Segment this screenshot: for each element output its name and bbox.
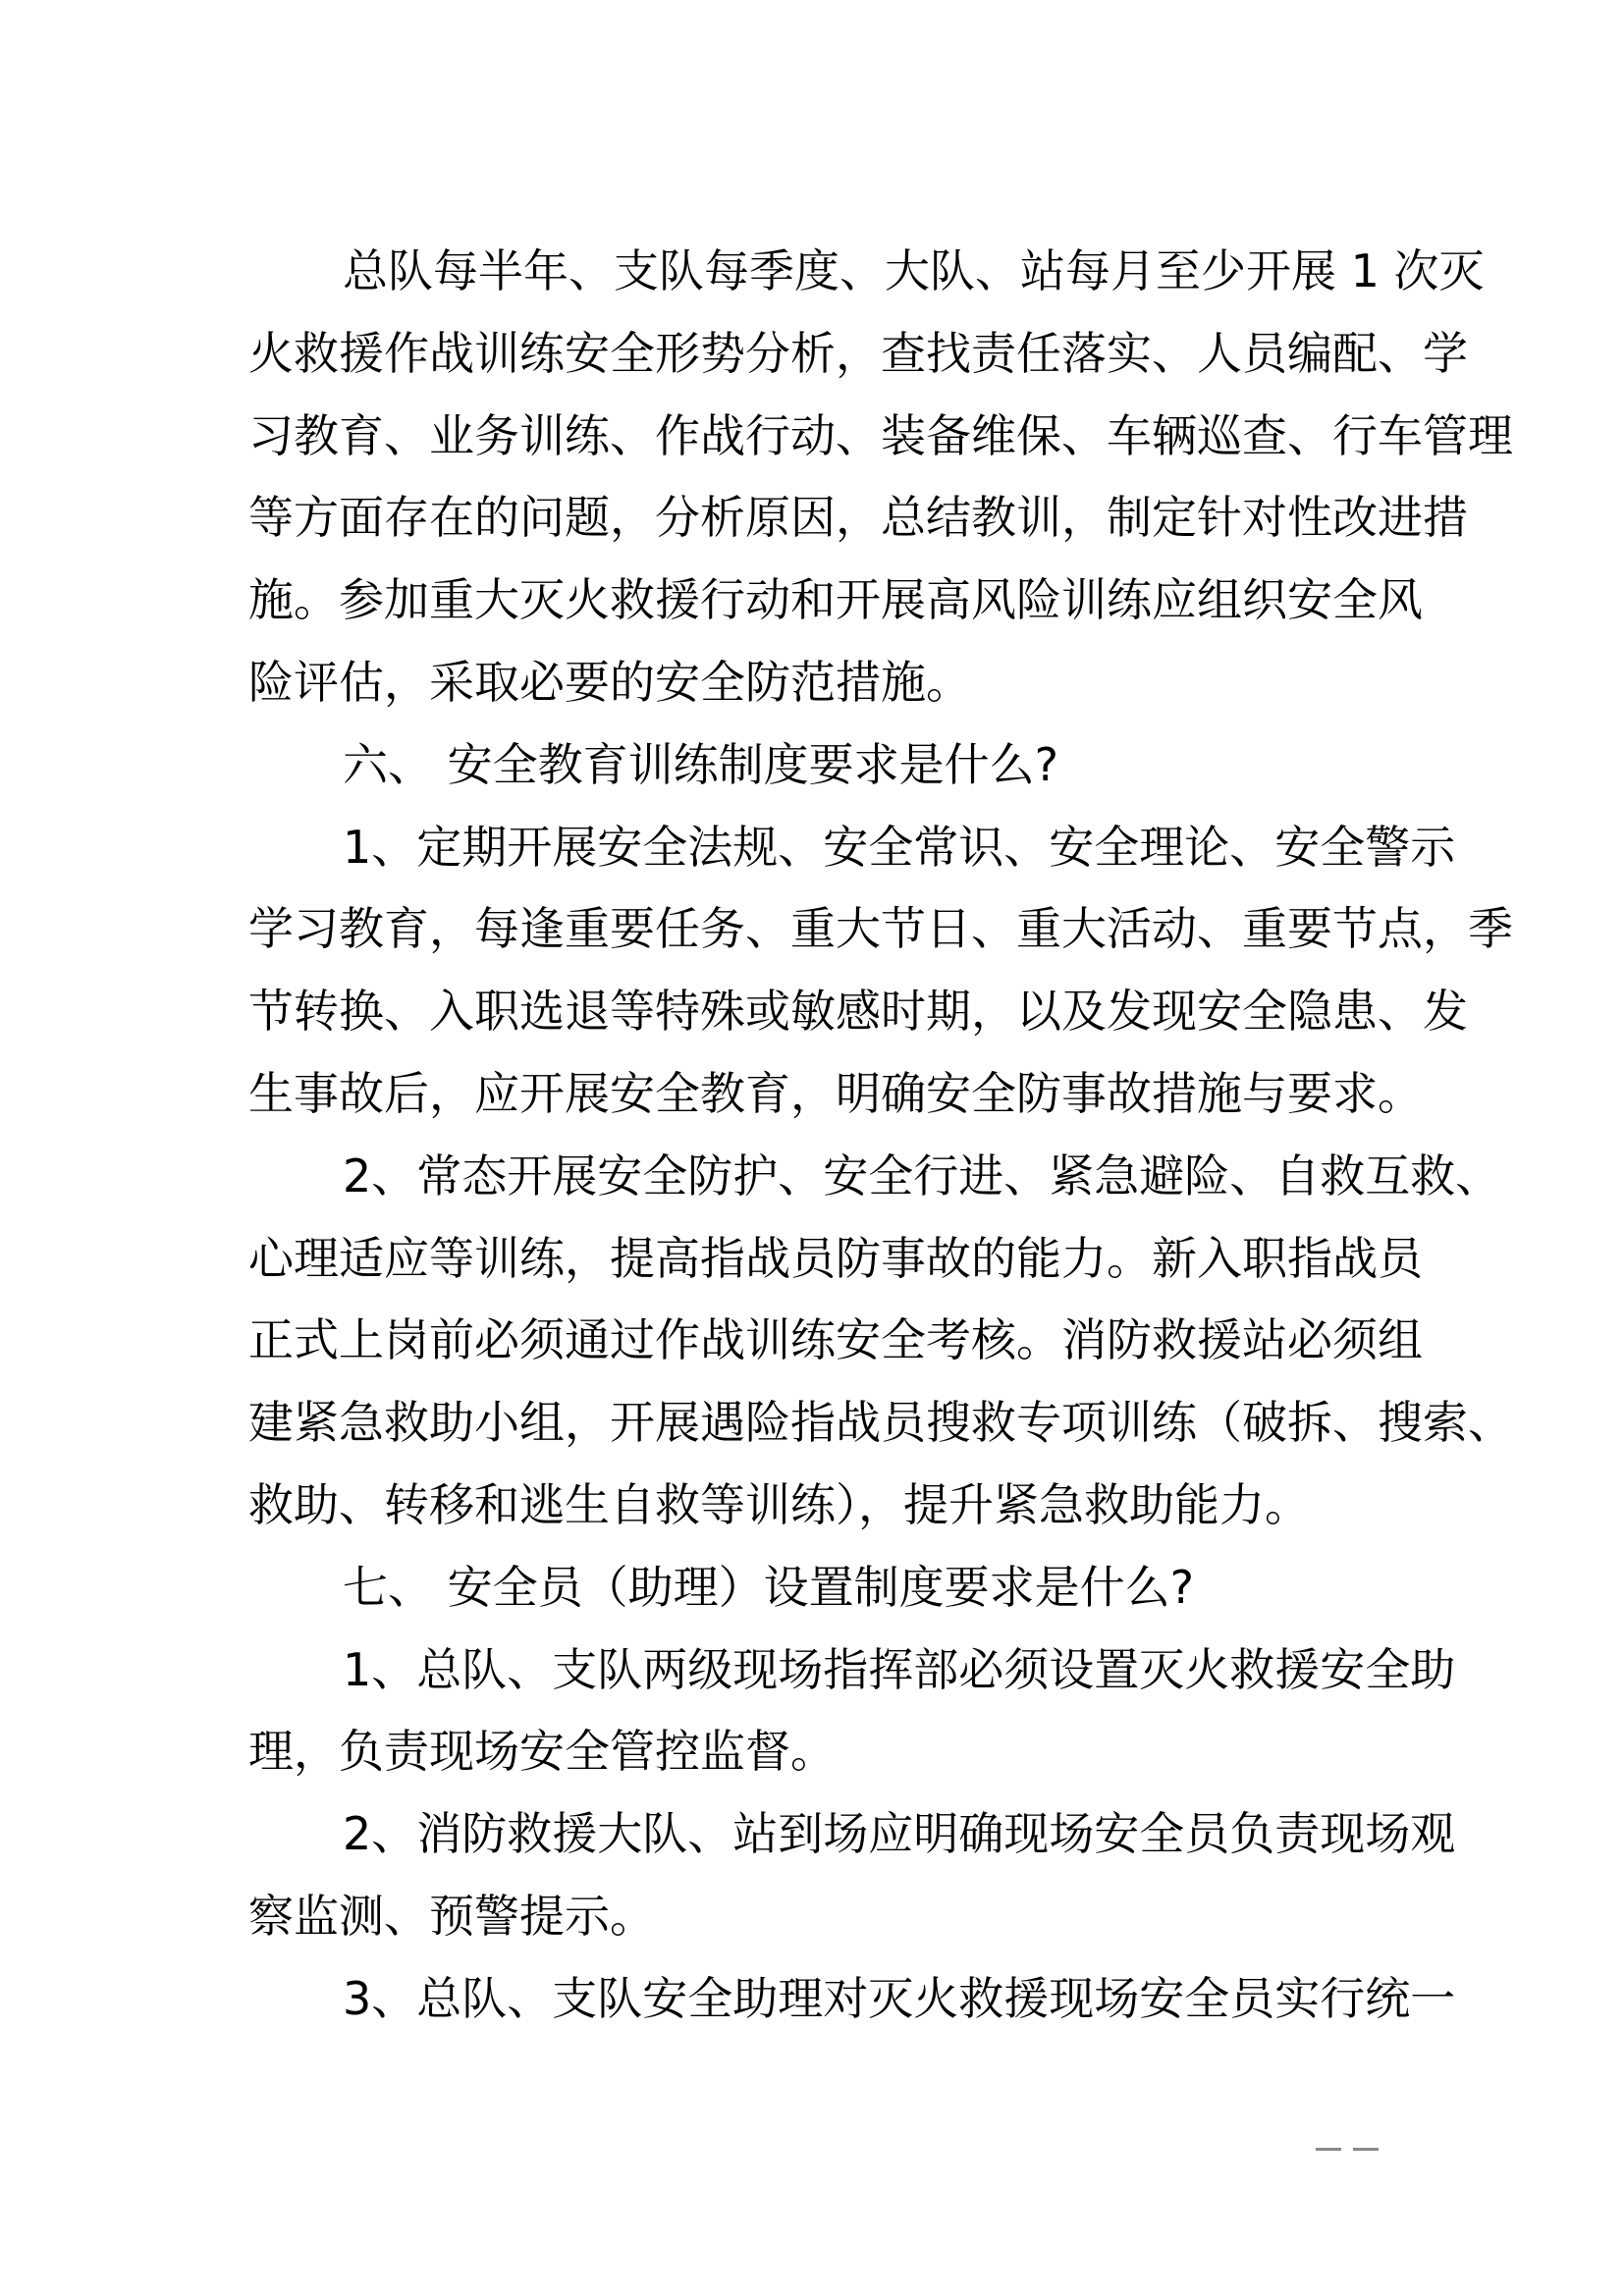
text-line: 心理适应等训练，提高指战员防事故的能力。新入职指战员 bbox=[248, 1231, 1423, 1285]
text-line: 1、总队、支队两级现场指挥部必须设置灭火救援安全助 bbox=[343, 1642, 1456, 1696]
text-line: 救助、转移和逃生自救等训练），提升紧急救助能力。 bbox=[248, 1478, 1310, 1531]
text-line: 2、常态开展安全防护、安全行进、紧急避险、自救互救、 bbox=[343, 1148, 1501, 1202]
text-line: 生事故后，应开展安全教育，明确安全防事故措施与要求。 bbox=[248, 1067, 1423, 1120]
text-line: 火救援作战训练安全形势分析，查找责任落实、人员编配、学 bbox=[248, 326, 1468, 380]
text-line: 七、 安全员（助理）设置制度要求是什么? bbox=[343, 1560, 1195, 1614]
text-line: 等方面存在的问题，分析原因，总结教训，制定针对性改进措 bbox=[248, 491, 1468, 545]
text-line: 节转换、入职选退等特殊或敏感时期，以及发现安全隐患、发 bbox=[248, 985, 1468, 1039]
text-line: 险评估，采取必要的安全防范措施。 bbox=[248, 656, 971, 709]
text-line: 正式上岗前必须通过作战训练安全考核。消防救援站必须组 bbox=[248, 1313, 1423, 1367]
text-line: 学习教育，每逢重要任务、重大节日、重大活动、重要节点，季 bbox=[248, 902, 1513, 956]
text-line: 建紧急救助小组，开展遇险指战员搜救专项训练（破拆、搜索、 bbox=[248, 1396, 1513, 1450]
text-line: 六、 安全教育训练制度要求是什么? bbox=[343, 737, 1059, 791]
text-line: 3、总队、支队安全助理对灭火救援现场安全员实行统一 bbox=[343, 1971, 1456, 2025]
page-dash bbox=[1316, 2148, 1341, 2151]
text-line: 总队每半年、支队每季度、大队、站每月至少开展 1 次灭 bbox=[343, 244, 1485, 297]
text-line: 施。参加重大灭火救援行动和开展高风险训练应组织安全风 bbox=[248, 573, 1423, 627]
page-dash bbox=[1353, 2148, 1379, 2151]
text-line: 习教育、业务训练、作战行动、装备维保、车辆巡查、行车管理 bbox=[248, 408, 1513, 462]
text-line: 理，负责现场安全管控监督。 bbox=[248, 1725, 836, 1779]
text-line: 2、消防救援大队、站到场应明确现场安全员负责现场观 bbox=[343, 1807, 1456, 1861]
text-line: 1、定期开展安全法规、安全常识、安全理论、安全警示 bbox=[343, 820, 1456, 874]
text-line: 察监测、预警提示。 bbox=[248, 1890, 655, 1943]
